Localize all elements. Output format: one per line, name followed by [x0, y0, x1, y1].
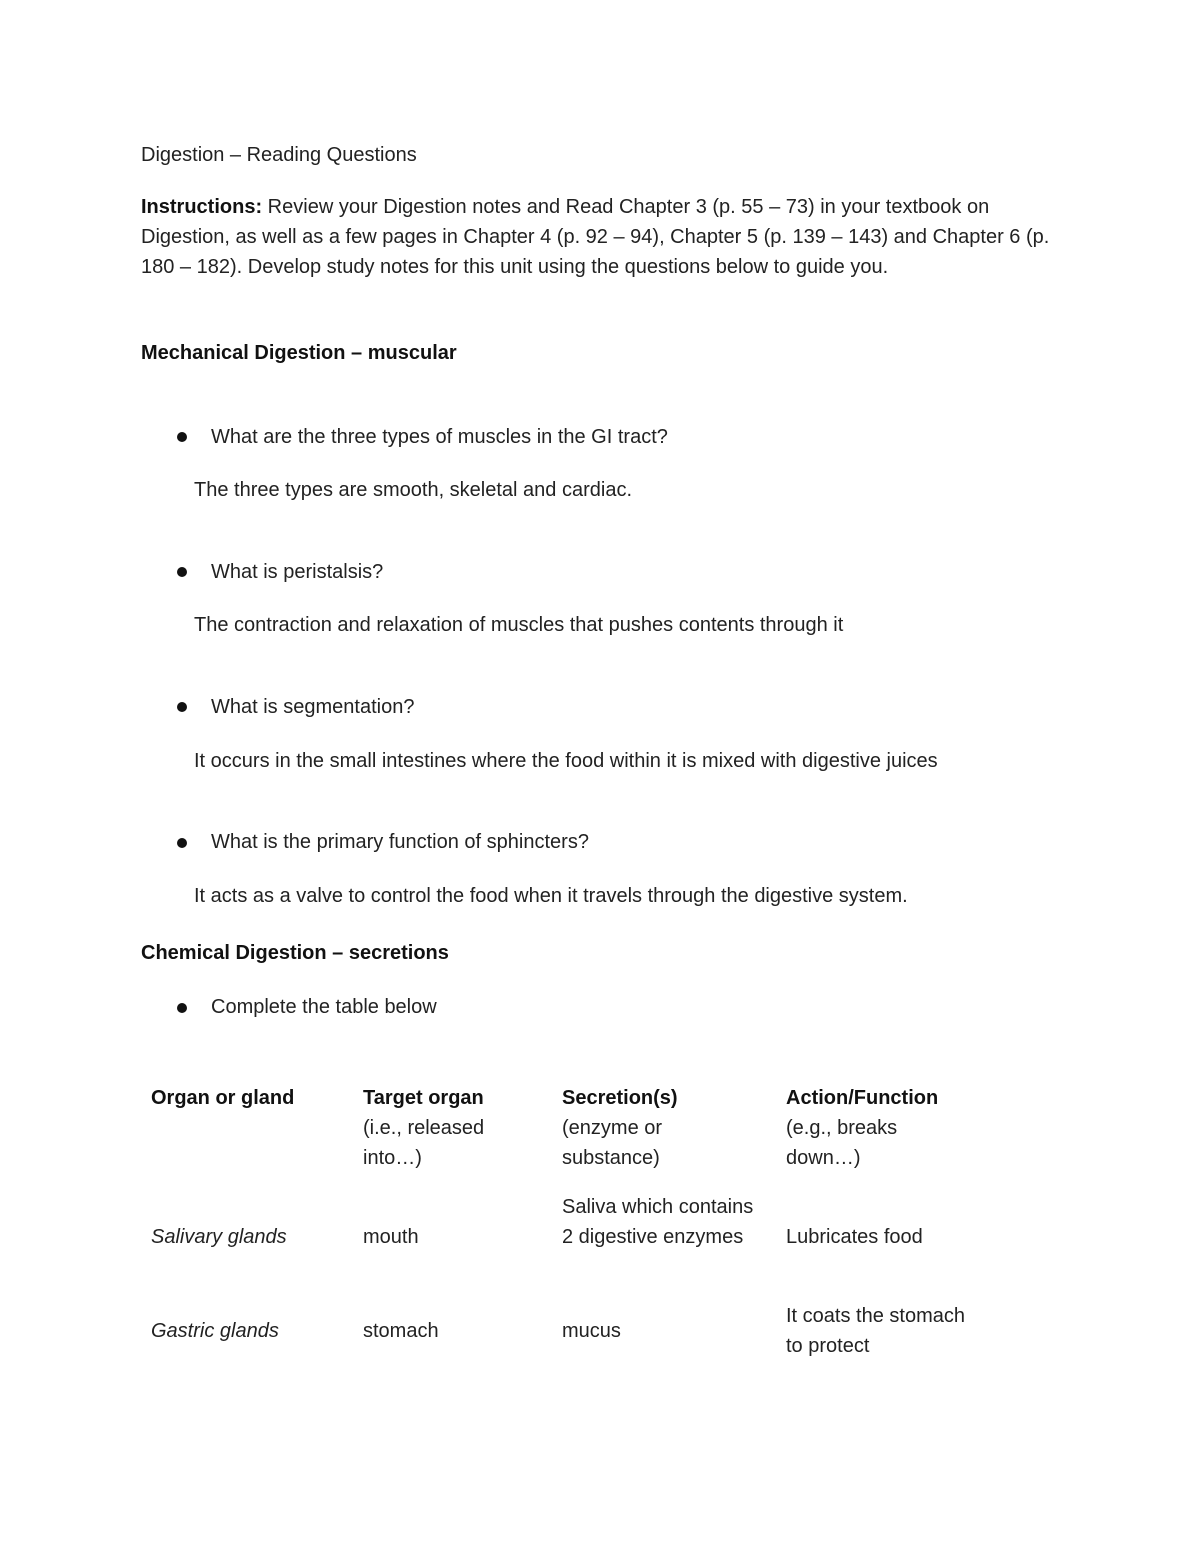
table-header-secretion [562, 1083, 712, 1173]
answer-peristalsis: The contraction and relaxation of muscles that pushes contents through it [194, 614, 844, 636]
bullet-icon [177, 838, 187, 848]
table-header-title: Secretion(s) [562, 1087, 678, 1109]
instructions-paragraph [141, 192, 1066, 282]
table-header-target [363, 1083, 543, 1173]
question-muscle-types: What are the three types of muscles in the GI tract? [211, 426, 668, 448]
table-header-organ [151, 1083, 351, 1113]
table-header-action [786, 1083, 966, 1173]
document-title: Digestion – Reading Questions [141, 144, 417, 166]
table-header-subtitle: (e.g., breaks down…) [786, 1117, 898, 1169]
table-instruction: Complete the table below [211, 996, 437, 1018]
table-header-title: Target organ [363, 1087, 484, 1109]
table-header-subtitle: (enzyme or substance) [562, 1117, 663, 1169]
table-cell-organ: Salivary glands [151, 1226, 287, 1248]
table-cell-action: It coats the stomach to protect [786, 1305, 965, 1357]
table-cell-target: stomach [363, 1320, 439, 1342]
mechanical-digestion-heading: Mechanical Digestion – muscular [141, 342, 457, 364]
instructions-text: Review your Digestion notes and Read Chapter 3 (p. 55 – 73) in your textbook on Digestion, as well as a few pages in Chapter 4 (p. 92 – 94), Chapter 5 (p. 139 – 143) and Chapter 6 (p. 180 – 182). Develop study notes for this unit using the questions below to guide you. [141, 196, 1050, 278]
bullet-icon [177, 432, 187, 442]
table-header-subtitle: (i.e., released into…) [363, 1117, 485, 1169]
table-cell-organ: Gastric glands [151, 1320, 279, 1342]
instructions-label: Instructions: [141, 196, 263, 218]
bullet-icon [177, 567, 187, 577]
answer-sphincters: It acts as a valve to control the food when it travels through the digestive system. [194, 885, 908, 907]
table-cell-secretion: Saliva which contains 2 digestive enzymes [562, 1196, 754, 1248]
table-cell-secretion: mucus [562, 1320, 621, 1342]
chemical-digestion-heading: Chemical Digestion – secretions [141, 942, 449, 964]
answer-muscle-types: The three types are smooth, skeletal and cardiac. [194, 479, 633, 501]
bullet-icon [177, 1003, 187, 1013]
question-sphincters: What is the primary function of sphincters? [211, 831, 589, 853]
answer-segmentation: It occurs in the small intestines where the food within it is mixed with digestive juices [194, 750, 938, 772]
question-peristalsis: What is peristalsis? [211, 561, 384, 583]
question-segmentation: What is segmentation? [211, 696, 415, 718]
table-header-title: Organ or gland [151, 1087, 295, 1109]
table-cell-action: Lubricates food [786, 1226, 923, 1248]
table-header-title: Action/Function [786, 1087, 939, 1109]
table-cell-target: mouth [363, 1226, 419, 1248]
bullet-icon [177, 702, 187, 712]
